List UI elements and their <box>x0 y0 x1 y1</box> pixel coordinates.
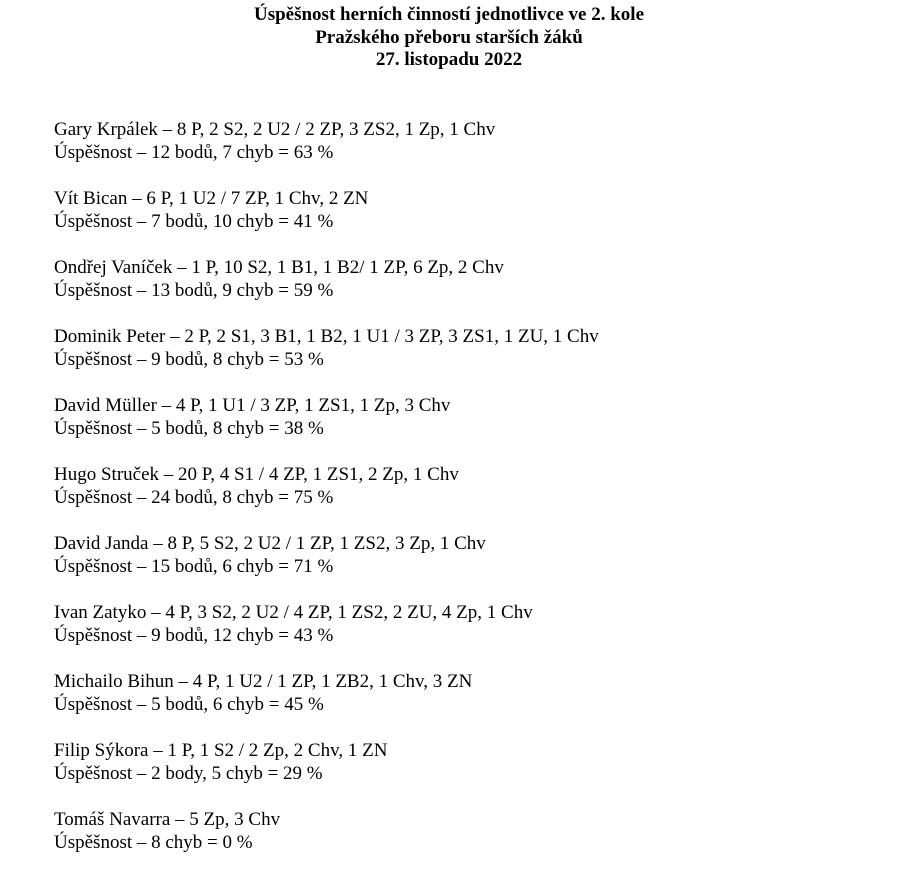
title-date: 27. listopadu 2022 <box>375 49 523 70</box>
player-entry <box>54 187 884 256</box>
player-entry <box>54 601 884 670</box>
player-stats: Vít Bican – 6 P, 1 U2 / 7 ZP, 1 Chv, 2 ZN <box>54 188 369 209</box>
player-entry <box>54 394 884 463</box>
player-entry <box>54 325 884 394</box>
player-stats: Gary Krpálek – 8 P, 2 S2, 2 U2 / 2 ZP, 3 ZS2, 1 Zp, 1 Chv <box>54 119 496 140</box>
player-result: Úspěšnost – 5 bodů, 6 chyb = 45 % <box>54 694 324 715</box>
title-line-2: Pražského přeboru starších žáků <box>315 26 583 48</box>
player-entry <box>54 532 884 601</box>
player-result: Úspěšnost – 13 bodů, 9 chyb = 59 % <box>54 280 334 301</box>
player-stats: Ivan Zatyko – 4 P, 3 S2, 2 U2 / 4 ZP, 1 ZS2, 2 ZU, 4 Zp, 1 Chv <box>54 602 533 623</box>
player-stats: Filip Sýkora – 1 P, 1 S2 / 2 Zp, 2 Chv, 1 ZN <box>54 740 388 761</box>
player-stats: Michailo Bihun – 4 P, 1 U2 / 1 ZP, 1 ZB2, 1 Chv, 3 ZN <box>54 671 473 692</box>
player-stats: Hugo Struček – 20 P, 4 S1 / 4 ZP, 1 ZS1, 2 Zp, 1 Chv <box>54 464 459 485</box>
player-result: Úspěšnost – 9 bodů, 12 chyb = 43 % <box>54 625 334 646</box>
player-entry <box>54 670 884 739</box>
player-list <box>54 118 884 877</box>
title-line-1: Úspěšnost herních činností jednotlivce ve 2. kole <box>253 4 645 25</box>
player-result: Úspěšnost – 5 bodů, 8 chyb = 38 % <box>54 418 324 439</box>
document-title <box>0 4 898 72</box>
player-entry <box>54 463 884 532</box>
player-stats: Ondřej Vaníček – 1 P, 10 S2, 1 B1, 1 B2/ 1 ZP, 6 Zp, 2 Chv <box>54 257 504 278</box>
player-entry <box>54 118 884 187</box>
player-result: Úspěšnost – 7 bodů, 10 chyb = 41 % <box>54 211 334 232</box>
player-stats: Tomáš Navarra – 5 Zp, 3 Chv <box>54 809 281 830</box>
player-result: Úspěšnost – 12 bodů, 7 chyb = 63 % <box>54 142 334 163</box>
player-stats: David Janda – 8 P, 5 S2, 2 U2 / 1 ZP, 1 ZS2, 3 Zp, 1 Chv <box>54 533 486 554</box>
player-stats: David Müller – 4 P, 1 U1 / 3 ZP, 1 ZS1, 1 Zp, 3 Chv <box>54 395 451 416</box>
player-entry <box>54 739 884 808</box>
player-result: Úspěšnost – 8 chyb = 0 % <box>54 832 253 853</box>
player-result: Úspěšnost – 24 bodů, 8 chyb = 75 % <box>54 487 334 508</box>
player-entry <box>54 808 884 877</box>
player-result: Úspěšnost – 15 bodů, 6 chyb = 71 % <box>54 556 334 577</box>
player-entry <box>54 256 884 325</box>
player-result: Úspěšnost – 2 body, 5 chyb = 29 % <box>54 763 323 784</box>
player-result: Úspěšnost – 9 bodů, 8 chyb = 53 % <box>54 349 324 370</box>
player-stats: Dominik Peter – 2 P, 2 S1, 3 B1, 1 B2, 1 U1 / 3 ZP, 3 ZS1, 1 ZU, 1 Chv <box>54 326 599 347</box>
